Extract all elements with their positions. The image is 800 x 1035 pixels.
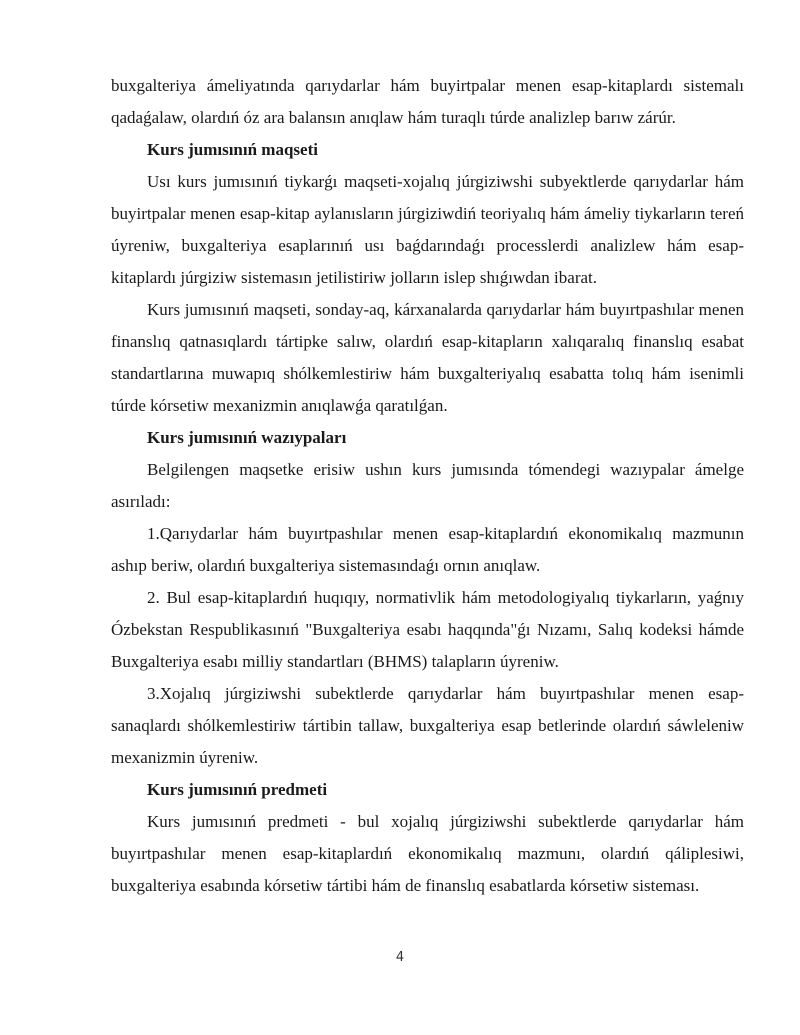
document-page: [111, 70, 744, 902]
paragraph-intro-continuation: buxgalteriya ámeliyatında qarıydarlar hám buyirtpalar menen esap-kitaplardı sistemalı qadaǵalaw, olardıń óz ara balansın anıqlaw hám turaqlı túrde analizlep barıw zárúr.: [111, 76, 744, 127]
heading-course-subject: Kurs jumısınıń predmeti: [147, 780, 328, 799]
page-number: 4: [395, 950, 405, 965]
paragraph-goal-main: Usı kurs jumısınıń tiykarǵı maqseti-xojalıq júrgiziwshi subyektlerde qarıydarlar hám buyirtpalar menen esap-kitap aylanısların júrgiziwdiń teoriyalıq hám ámeliy tiykarların tereń úyreniw, buxgalteriya esaplarınıń usı baǵdarındaǵı processlerdi analizlew hám esap-kitaplardı júrgiziw sistemasın jetilistiriw jolların islep shıǵıwdan ibarat.: [111, 172, 744, 287]
paragraph-goal-additional: Kurs jumısınıń maqseti, sonday-aq, kárxanalarda qarıydarlar hám buyırtpashılar menen finanslıq qatnasıqlardı tártipke salıw, olardıń esap-kitapların xalıqaralıq finanslıq esabat standartlarına muwapıq shólkemlestiriw hám buxgalteriyalıq esabatta tolıq hám isenimli túrde kórsetiw mexanizmin anıqlawǵa qaratılǵan.: [111, 300, 744, 415]
heading-course-goal: Kurs jumısınıń maqseti: [147, 140, 318, 159]
paragraph-tasks-intro: Belgilengen maqsetke erisiw ushın kurs jumısında tómendegi wazıypalar ámelge asırıladı:: [111, 460, 744, 511]
paragraph-subject: Kurs jumısınıń predmeti - bul xojalıq júrgiziwshi subektlerde qarıydarlar hám buyırtpashılar menen esap-kitaplardıń ekonomikalıq mazmunı, olardıń qáliplesiwi, buxgalteriya esabında kórsetiw tártibi hám de finanslıq esabatlarda kórsetiw sisteması.: [111, 812, 744, 895]
paragraph-task-1: 1.Qarıydarlar hám buyırtpashılar menen esap-kitaplardıń ekonomikalıq mazmunın ashıp beriw, olardıń buxgalteriya sistemasındaǵı ornın anıqlaw.: [111, 524, 744, 575]
heading-course-tasks: Kurs jumısınıń wazıypaları: [147, 428, 347, 447]
paragraph-task-2: 2. Bul esap-kitaplardıń huqıqıy, normativlik hám metodologiyalıq tiykarların, yaǵnıy Ózbekstan Respublikasınıń "Buxgalteriya esabı haqqında"ǵı Nızamı, Salıq kodeksi hámde Buxgalteriya esabı milliy standartları (BHMS) talapların úyreniw.: [111, 588, 744, 671]
paragraph-task-3: 3.Xojalıq júrgiziwshi subektlerde qarıydarlar hám buyırtpashılar menen esap-sanaqlardı shólkemlestiriw tártibin tallaw, buxgalteriya esap betlerinde olardıń sáwleleniw mexanizmin úyreniw.: [111, 684, 744, 767]
